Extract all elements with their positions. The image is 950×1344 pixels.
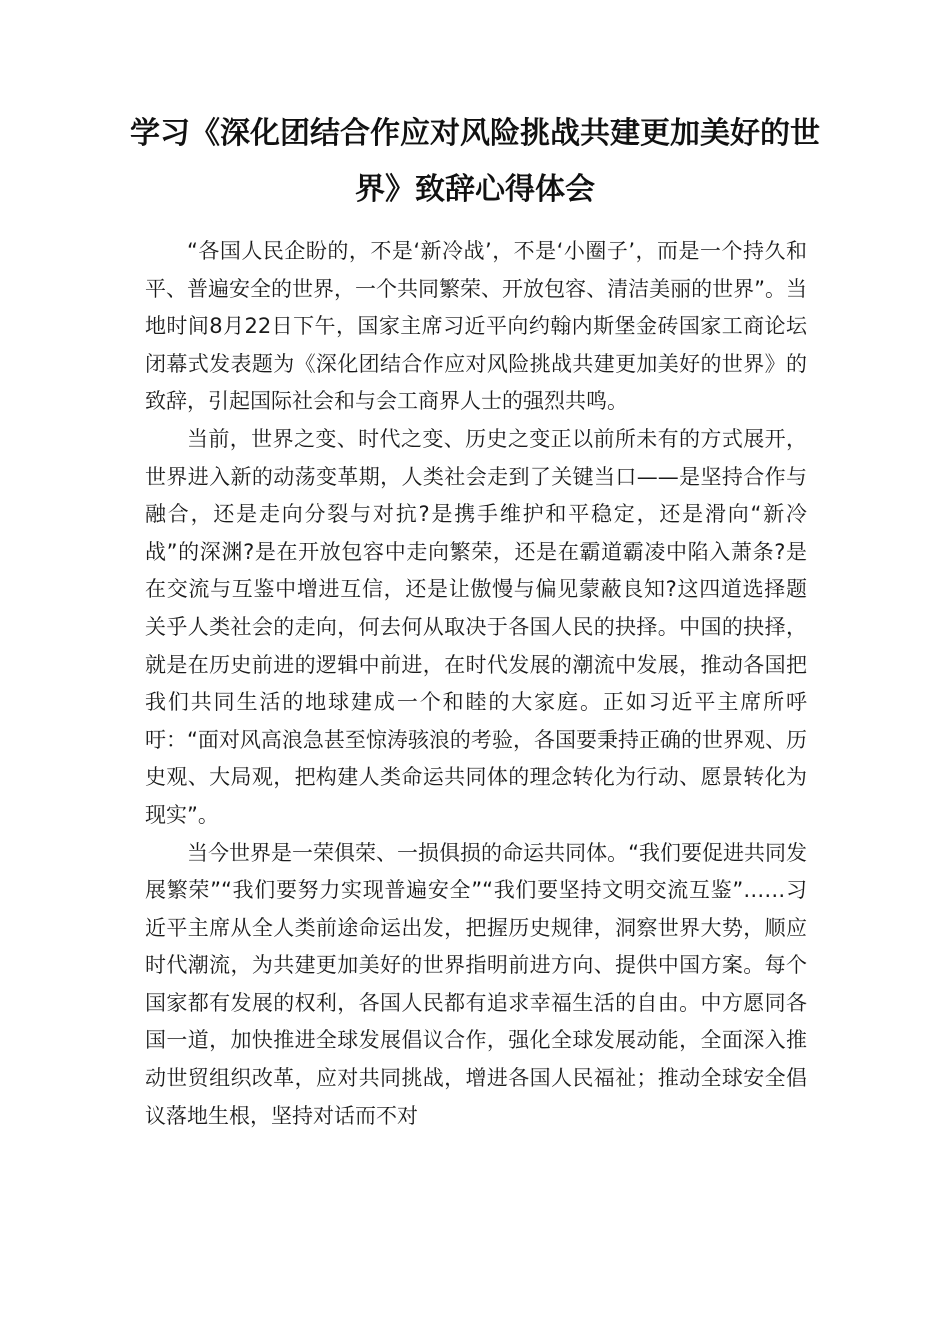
document-title: 学习《深化团结合作应对风险挑战共建更加美好的世界》致辞心得体会 — [130, 116, 820, 207]
document-body — [145, 233, 807, 1135]
paragraph-3: 当今世界是一荣俱荣、一损俱损的命运共同体。“我们要促进共同发展繁荣”“我们要努力实现普遍安全”“我们要坚持文明交流互鉴”……习近平主席从全人类前途命运出发，把握历史规律，洞察世界大势，顺应时代潮流，为共建更加美好的世界指明前进方向、提供中国方案。每个国家都有发展的权利，各国人民都有追求幸福生活的自由。中方愿同各国一道，加快推进全球发展倡议合作，强化全球发展动能，全面深入推动世贸组织改革，应对共同挑战，增进各国人民福祉；推动全球安全倡议落地生根，坚持对话而不对 — [145, 840, 807, 1128]
paragraph-1: “各国人民企盼的，不是‘新冷战’，不是‘小圈子’，而是一个持久和平、普遍安全的世界，一个共同繁荣、开放包容、清洁美丽的世界”。当地时间8月22日下午，国家主席习近平向约翰内斯堡金砖国家工商论坛闭幕式发表题为《深化团结合作应对风险挑战共建更加美好的世界》的致辞，引起国际社会和与会工商界人士的强烈共鸣。 — [145, 239, 807, 414]
paragraph-2: 当前，世界之变、时代之变、历史之变正以前所未有的方式展开，世界进入新的动荡变革期，人类社会走到了关键当口——是坚持合作与融合，还是走向分裂与对抗?是携手维护和平稳定，还是滑向“新冷战”的深渊?是在开放包容中走向繁荣，还是在霸道霸凌中陷入萧条?是在交流与互鉴中增进互信，还是让傲慢与偏见蒙蔽良知?这四道选择题关乎人类社会的走向，何去何从取决于各国人民的抉择。中国的抉择，就是在历史前进的逻辑中前进，在时代发展的潮流中发展，推动各国把我们共同生活的地球建成一个和睦的大家庭。正如习近平主席所呼吁：“面对风高浪急甚至惊涛骇浪的考验，各国要秉持正确的世界观、历史观、大局观，把构建人类命运共同体的理念转化为行动、愿景转化为现实”。 — [145, 426, 807, 827]
